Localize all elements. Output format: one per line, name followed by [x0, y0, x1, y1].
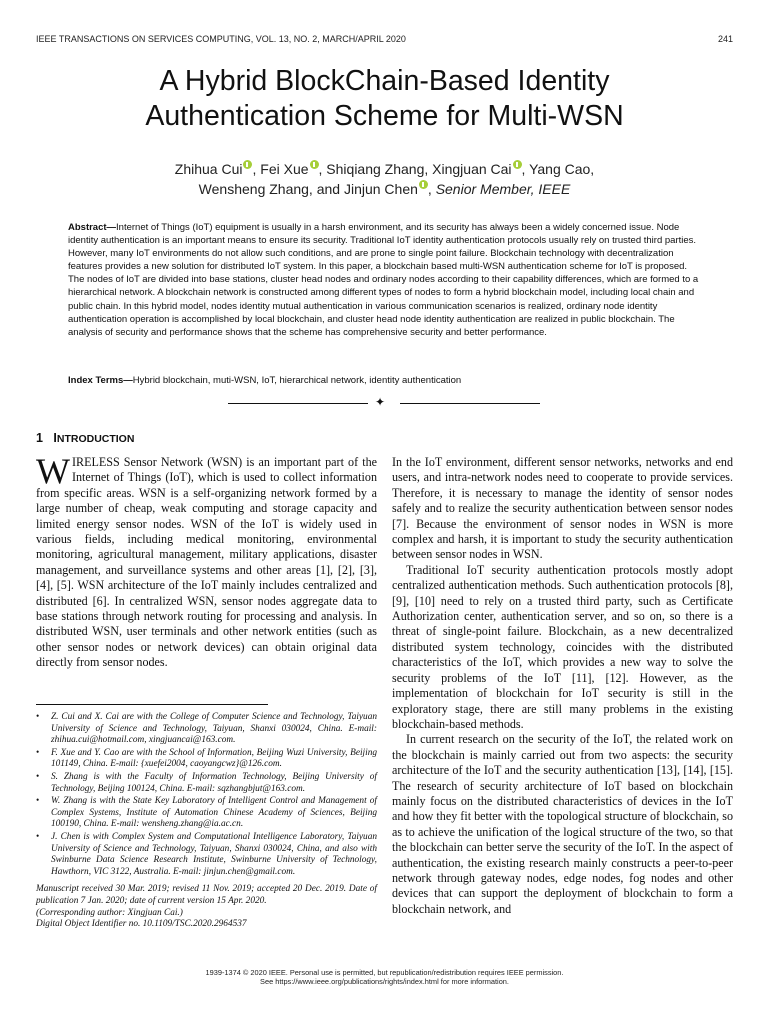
footnote-item: [36, 712, 377, 747]
footnote-text: Z. Cui and X. Cai are with the College of Computer Science and Technology, Taiyuan University of Science and Technology, Taiyuan, Shanxi 030024, China. E-mail: zhihua.cui@hotmail.com, xingjuancai@163.com.: [51, 712, 377, 746]
footnote-rule: [36, 704, 268, 705]
drop-cap: W: [36, 451, 70, 491]
author-name: Zhihua Cui: [174, 161, 243, 177]
page-number: 241: [717, 34, 733, 44]
intro-paragraph-3: Traditional IoT security authentication protocols mostly adopt centralized authentication methods. Such authentication protocols [8], [9], [10] need to rely on a trusted third party, such as Certificate Authorization center, authentication server, and so on, so there is a threat of single-point failure. Blockchain, as a new decentralized distributed system technology, coincides with the distributed characteristics of the IoT, which provides a new way to solve the security problems of the IoT [11], [12]. However, as the implementation of blockchain for IoT security is still in the exploratory stage, there are still many problems in the existing blockchain-based methods.: [392, 562, 733, 731]
section-heading: [36, 431, 134, 445]
author-list: [36, 159, 733, 199]
section-title-rest: NTRODUCTION: [56, 433, 135, 445]
index-terms-label: Index Terms—: [68, 375, 133, 386]
copyright-line: 1939-1374 © 2020 IEEE. Personal use is permitted, but republication/redistribution requires IEEE permission.: [205, 968, 564, 977]
footnotes: [36, 712, 377, 931]
paper-title: [36, 64, 733, 134]
index-terms: [68, 374, 700, 387]
copyright-notice: [36, 968, 733, 986]
right-column: [392, 455, 733, 917]
author-name: Wensheng Zhang, and Jinjun Chen: [198, 181, 418, 197]
journal-header: IEEE TRANSACTIONS ON SERVICES COMPUTING, VOL. 13, NO. 2, MARCH/APRIL 2020: [36, 34, 406, 44]
index-terms-text: Hybrid blockchain, muti-WSN, IoT, hierarchical network, identity authentication: [132, 375, 462, 386]
author-name: , Yang Cao,: [521, 161, 595, 177]
section-number: 1: [36, 431, 43, 445]
section-title-initial: I: [53, 431, 57, 445]
rights-link[interactable]: See https://www.ieee.org/publications/rights/index.html for more information.: [260, 977, 509, 986]
footnote-text: S. Zhang is with the Faculty of Information Technology, Beijing University of Technology, Beijing 100124, China. E-mail: sqzhangbjut@163.com.: [51, 771, 377, 794]
author-membership: Senior Member, IEEE: [435, 181, 571, 197]
lead-word: IRELESS: [71, 455, 120, 469]
separator-rule-left: [228, 403, 368, 404]
bullet: •: [36, 796, 40, 807]
footnote-text: J. Chen is with Complex System and Computational Intelligence Laboratory, Taiyuan University of Science and Technology, Taiyuan, Shanxi 030024, China, and also with Swinburne Data Science Research Institute, Swinburne University of Technology, Hawthorn, VIC 3122, Australia. E-mail: jinjun.chen@gmail.com.: [51, 831, 377, 877]
title-line-1: A Hybrid BlockChain-Based Identity: [159, 65, 610, 97]
separator-diamond-icon: ✦: [375, 395, 386, 409]
doi: Digital Object Identifier no. 10.1109/TSC.2020.2964537: [36, 919, 247, 930]
abstract: [68, 221, 700, 339]
orcid-icon[interactable]: [513, 160, 522, 169]
manuscript-dates: Manuscript received 30 Mar. 2019; revised 11 Nov. 2019; accepted 20 Dec. 2019. Date of publication 7 Jan. 2020; date of current version 15 Apr. 2020.: [36, 884, 377, 906]
left-column: [36, 451, 377, 671]
abstract-label: Abstract—: [68, 222, 117, 233]
title-line-2: Authentication Scheme for Multi-WSN: [145, 100, 624, 132]
bullet: •: [36, 831, 40, 842]
paragraph-text: Sensor Network (WSN) is an important part of the Internet of Things (IoT), which is used to collect information from specific areas. WSN is a self-organizing network formed by a large number of cheap, weak computing and storage capacity and limited energy sensor nodes. WSN of the IoT is widely used in various fields, including medical monitoring, environmental monitoring, agricultural management, military applications, disaster management, and surveillance systems and other areas [1], [2], [3], [4], [5]. WSN architecture of the IoT mainly includes centralized and distributed [6]. In centralized WSN, sensor nodes aggregate data to base stations through network routing for processing and analysis. In distributed WSN, user terminals and other network entities (such as other sensor nodes or network devices) can obtain original data directly from sensor nodes.: [36, 455, 377, 670]
bullet: •: [36, 747, 40, 758]
bullet: •: [36, 712, 40, 722]
footnote-text: W. Zhang is with the State Key Laboratory of Intelligent Control and Management of Complex Systems, Institute of Automation Chinese Academy of Sciences, Beijing 100190, China. E-mail: wensheng.zhang@ia.ac.cn.: [51, 796, 377, 830]
orcid-icon[interactable]: [310, 160, 319, 169]
footnote-item: [36, 832, 377, 878]
manuscript-info: [36, 884, 377, 930]
footnote-item: [36, 748, 377, 771]
author-name: , Shiqiang Zhang, Xingjuan Cai: [318, 161, 512, 177]
abstract-text: Internet of Things (IoT) equipment is usually in a harsh environment, and its security has always been a widely concerned issue. Node identity authentication is an important means to ensure its security. Traditional IoT identity authentication protocols usually rely on trusted third parties. However, many IoT environments do not allow such conditions, and are prone to single point failure. Blockchain technology with decentralization features provides a new solution for distributed IoT system. In this paper, a blockchain based multi-WSN authentication scheme for IoT is proposed. The nodes of IoT are divided into base stations, cluster head nodes and ordinary nodes according to their capability differences, which are formed to a hierarchical network. A blockchain network is constructed among different types of nodes to form a hybrid blockchain model, including local chain and public chain. In this hybrid model, nodes identity mutual authentication in various communication scenarios is realized, ordinary node identity authentication operation is accomplished by local blockchain, and cluster head node identity authentication are realized in public blockchain. The analysis of security and performance shows that the scheme has comprehensive security and better performance.: [68, 222, 699, 338]
running-head: [36, 34, 733, 44]
footnote-item: [36, 772, 377, 795]
intro-paragraph-4: In current research on the security of the IoT, the related work on the blockchain is mainly carried out from two aspects: the security architecture of the IoT and the security authentication [13], [14], [15]. The research of security architecture of IoT based on blockchain mainly focus on the distributed characteristics of devices in the IoT and how they fit better with the topological structure of blockchain, so as to achieve the unification of the logical structure of the two, so that the blockchain can better serve the security of the IoT. In the aspect of authentication, the existing research mainly constructs a peer-to-peer network through gateway nodes, edge nodes, fog nodes and other devices that can support the deployment of blockchain to form a blockchain network, and: [392, 732, 733, 916]
author-name: , Fei Xue: [252, 161, 309, 177]
bullet: •: [36, 771, 40, 782]
orcid-icon[interactable]: [419, 180, 428, 189]
corresponding-author: (Corresponding author: Xingjuan Cai.): [36, 907, 183, 918]
footnote-item: [36, 796, 377, 831]
footnote-text: F. Xue and Y. Cao are with the School of Information, Beijing Wuzi University, Beijing 101149, China. E-mail: {xuefei2004, caoyangcwz}@126.com.: [51, 747, 377, 770]
intro-paragraph-2: In the IoT environment, different sensor networks, networks and end users, and intra-network nodes need to cooperate to provide services. Therefore, it is necessary to manage the identity of sensor nodes safely and to realize the security authentication between sensor nodes [7]. Because the environment of sensor nodes in WSN is more complex and harsh, it is important to study the security authentication between sensor nodes in WSN.: [392, 455, 733, 562]
intro-paragraph-1: [36, 451, 377, 671]
author-separator: ,: [427, 181, 436, 197]
separator-rule-right: [400, 403, 540, 404]
